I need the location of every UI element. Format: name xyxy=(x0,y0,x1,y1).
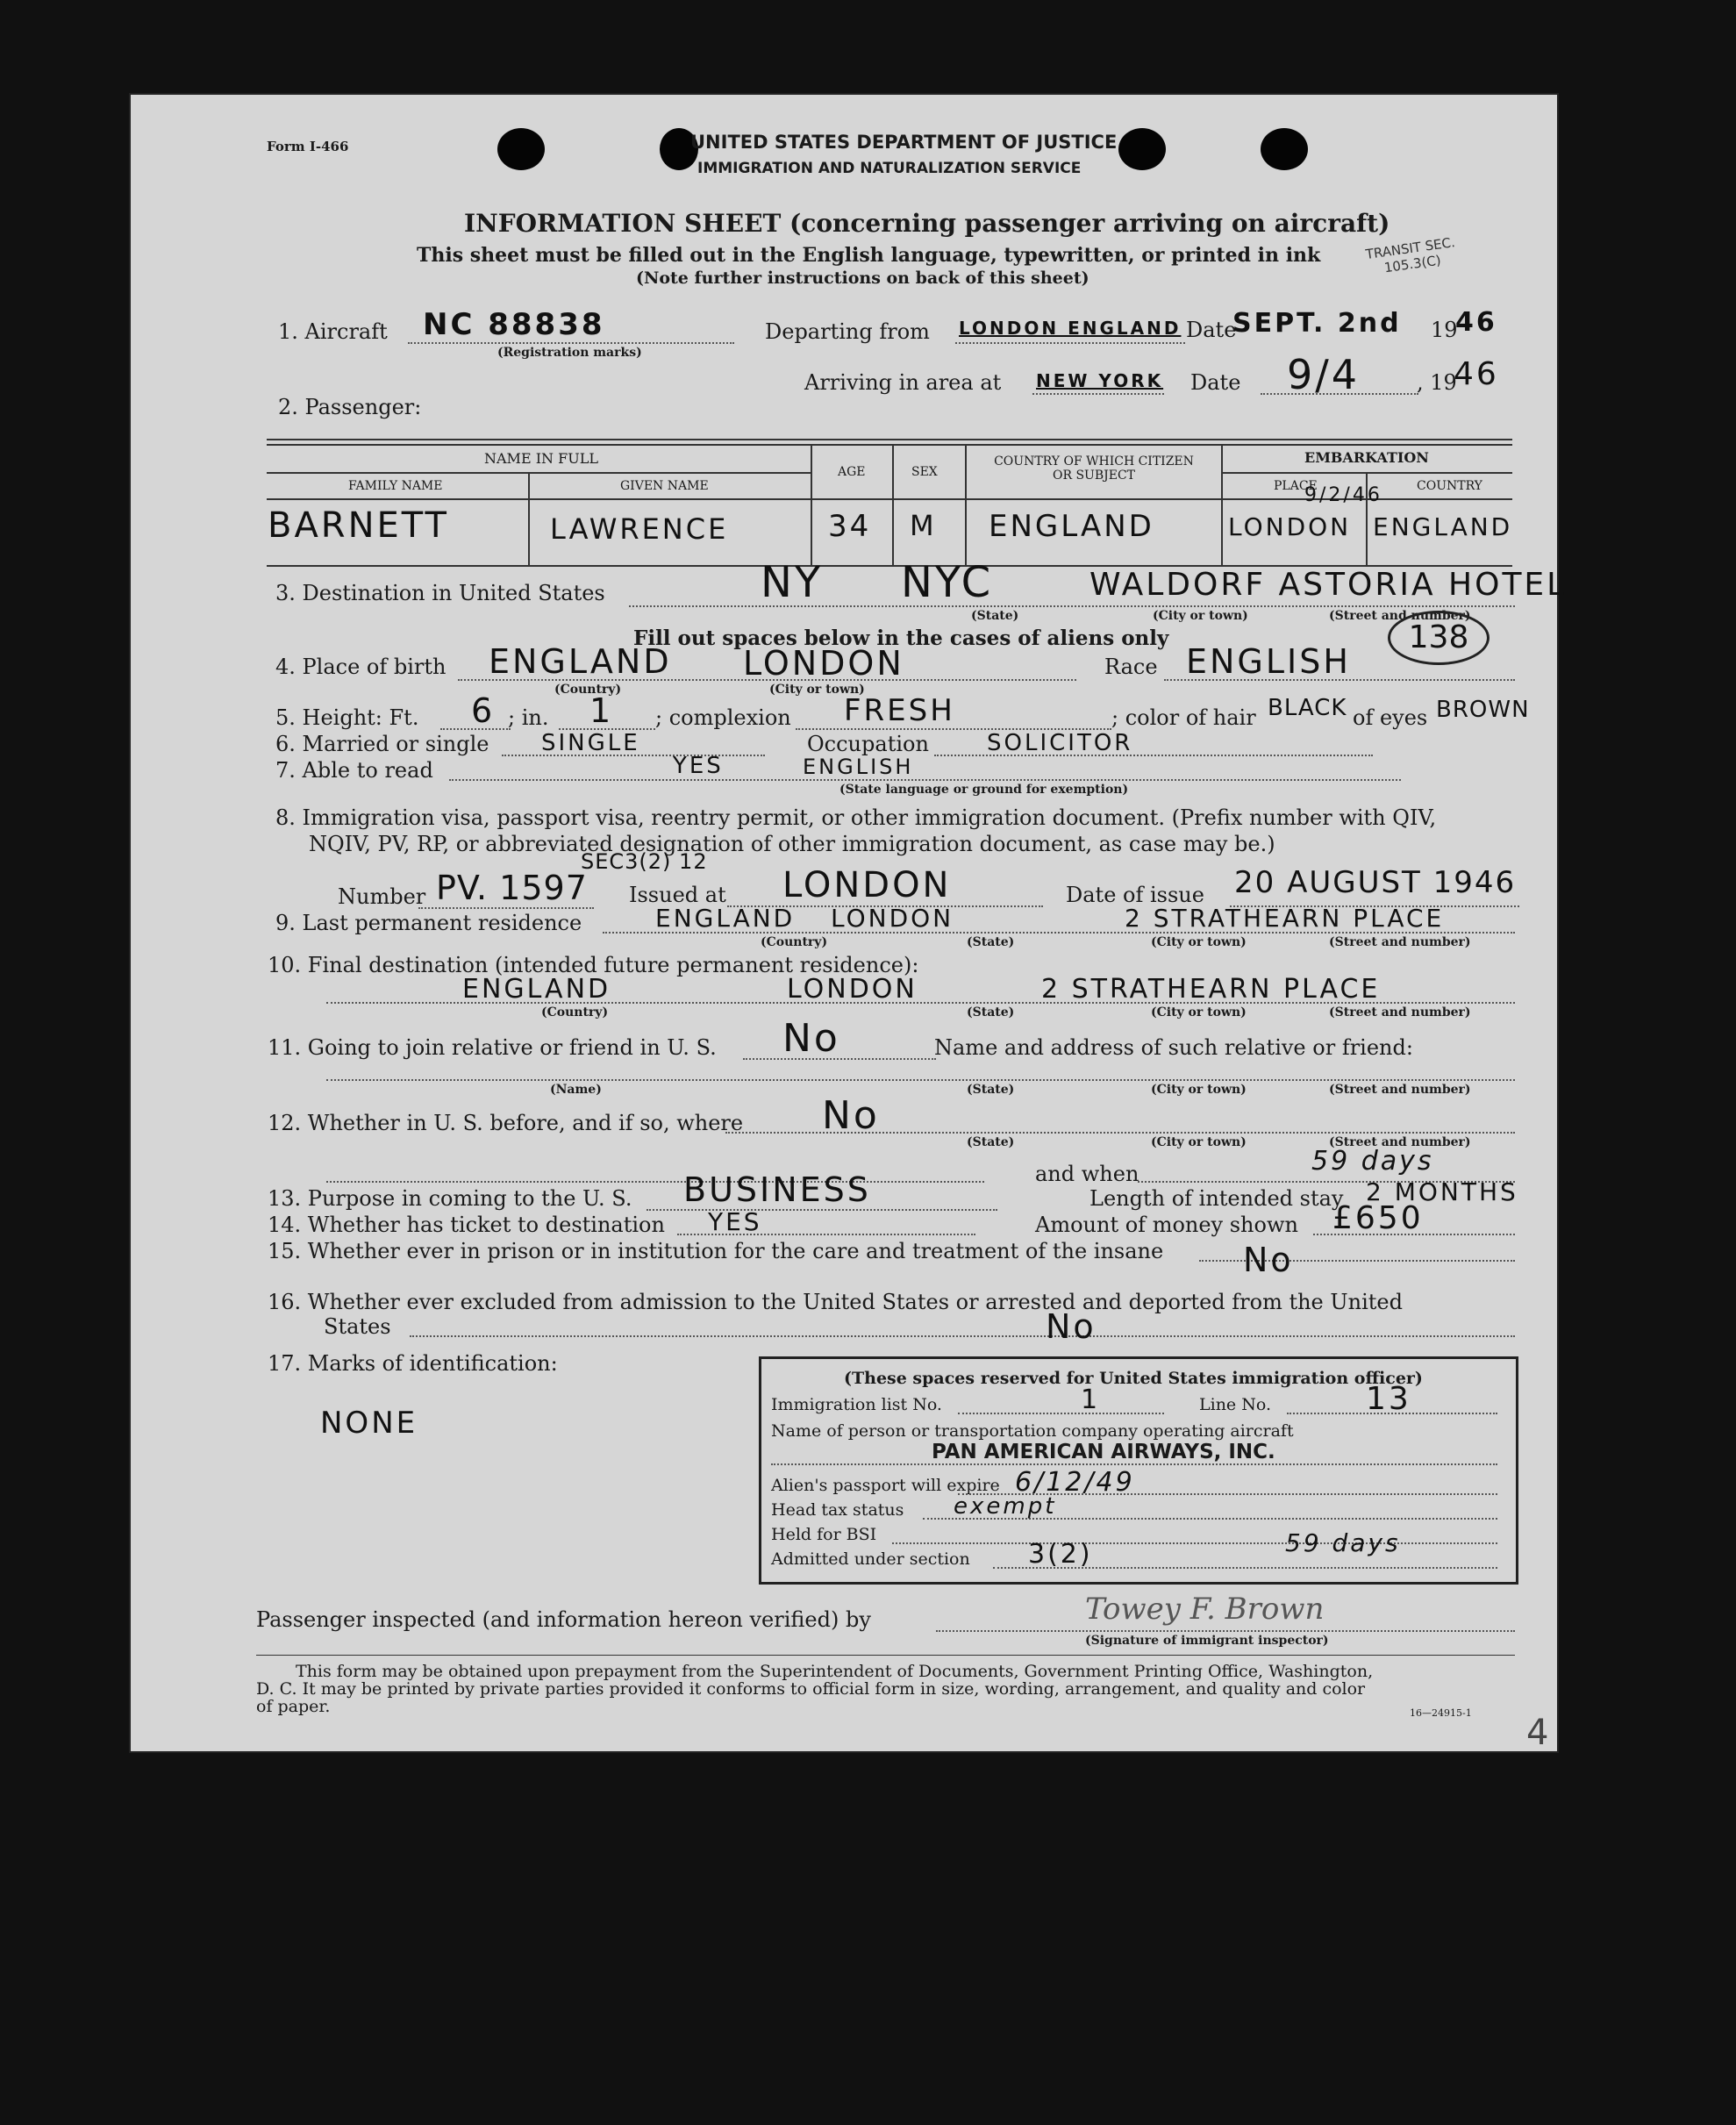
embarkation-header: EMBARKATION xyxy=(1304,449,1429,466)
list-no-value: 1 xyxy=(1081,1384,1101,1415)
arriving-label: Arriving in area at xyxy=(804,370,1002,395)
final-country-sub: (Country) xyxy=(541,1005,609,1020)
depart-date-label: Date xyxy=(1186,318,1237,342)
aircraft-label: 1. Aircraft xyxy=(278,319,388,344)
depart-year: 46 xyxy=(1455,307,1497,338)
visa-number-label: Number xyxy=(338,884,426,909)
depart-year-prefix: 19 xyxy=(1431,318,1458,342)
depart-date: SEPT. 2nd xyxy=(1232,308,1402,339)
final-city-sub: (City or town) xyxy=(1151,1005,1247,1020)
birth-country-sub: (Country) xyxy=(554,683,622,697)
arrive-date-label: Date xyxy=(1190,370,1241,395)
passport-expiry-value: 6/12/49 xyxy=(1015,1467,1135,1498)
read-label: 7. Able to read xyxy=(275,758,433,783)
dest-state-sub: (State) xyxy=(971,609,1019,623)
hair-value: BLACK xyxy=(1268,695,1347,721)
ticket-label: 14. Whether has ticket to destination xyxy=(268,1213,665,1237)
prior-visit-label: 12. Whether in U. S. before, and if so, where xyxy=(268,1111,744,1135)
last-res-country-sub: (Country) xyxy=(761,935,828,949)
last-residence-label: 9. Last permanent residence xyxy=(275,911,582,935)
dest-street: WALDORF ASTORIA HOTEL xyxy=(1089,567,1568,603)
excluded-question-line1: 16. Whether ever excluded from admission to the United States or arrested and deported from the United xyxy=(268,1290,1403,1314)
passenger-label: 2. Passenger: xyxy=(278,395,422,419)
prior-state-sub: (State) xyxy=(967,1135,1015,1149)
inspection-label: Passenger inspected (and information hereon verified) by xyxy=(256,1607,871,1632)
complexion-label: ; complexion xyxy=(655,705,791,730)
list-no-label: Immigration list No. xyxy=(771,1395,942,1414)
country-header: COUNTRY xyxy=(1417,479,1482,493)
complexion-value: FRESH xyxy=(844,693,955,728)
relative-city-sub: (City or town) xyxy=(1151,1083,1247,1097)
footer-code: 16—24915-1 xyxy=(1410,1707,1472,1719)
embark-country-value: ENGLAND xyxy=(1373,512,1513,541)
ticket-value: YES xyxy=(708,1207,762,1236)
head-tax-value: exempt xyxy=(954,1493,1057,1520)
money-value: £650 xyxy=(1332,1200,1424,1236)
height-ft: 6 xyxy=(471,691,496,730)
relative-name-sub: (Name) xyxy=(550,1083,602,1097)
final-country: ENGLAND xyxy=(462,974,611,1005)
height-in: 1 xyxy=(589,691,614,730)
birth-city-sub: (City or town) xyxy=(769,683,865,697)
arriving-value: NEW YORK xyxy=(1036,370,1164,391)
section-value: 3(2) xyxy=(1028,1539,1093,1570)
final-state-sub: (State) xyxy=(967,1005,1015,1020)
inspection-sub: (Signature of immigrant inspector) xyxy=(1085,1634,1329,1648)
final-street: 2 STRATHEARN PLACE xyxy=(1041,974,1381,1005)
prior-street-sub: (Street and number) xyxy=(1329,1135,1471,1149)
operator-label: Name of person or transportation company operating aircraft xyxy=(771,1421,1294,1441)
final-city: LONDON xyxy=(787,974,918,1005)
last-res-city: LONDON xyxy=(831,904,954,933)
birth-city: LONDON xyxy=(743,644,904,683)
final-destination-label: 10. Final destination (intended future permanent residence): xyxy=(268,953,919,977)
occupation-value: SOLICITOR xyxy=(987,730,1133,756)
excluded-value: No xyxy=(1046,1307,1097,1346)
visa-question-line1: 8. Immigration visa, passport visa, reentry permit, or other immigration document. (Prefix number with QIV, xyxy=(275,805,1437,830)
stay-label: Length of intended stay xyxy=(1089,1186,1344,1211)
prior-visit-value: No xyxy=(822,1093,880,1138)
line-no-label: Line No. xyxy=(1199,1395,1271,1414)
read-language: ENGLISH xyxy=(803,755,914,779)
sex-value: M xyxy=(910,509,937,542)
place-header: PLACE xyxy=(1274,479,1318,493)
destination-label: 3. Destination in United States xyxy=(275,581,605,605)
issue-date-label: Date of issue xyxy=(1066,883,1204,907)
name-in-full-header: NAME IN FULL xyxy=(484,450,598,467)
aircraft-sub: (Registration marks) xyxy=(497,346,642,360)
embark-place-value: LONDON xyxy=(1228,512,1352,541)
marks-value: NONE xyxy=(320,1406,418,1441)
form-number: Form I-466 xyxy=(267,139,349,154)
marital-value: SINGLE xyxy=(541,730,640,756)
marks-label: 17. Marks of identification: xyxy=(268,1351,558,1376)
read-value: YES xyxy=(673,753,724,779)
relative-name-label: Name and address of such relative or friend: xyxy=(934,1035,1413,1060)
last-res-street-sub: (Street and number) xyxy=(1329,935,1471,949)
age-value: 34 xyxy=(828,509,872,544)
footer-line3: of paper. xyxy=(256,1697,331,1716)
prior-city-sub: (City or town) xyxy=(1151,1135,1247,1149)
last-res-state-sub: (State) xyxy=(967,935,1015,949)
dest-street-sub: (Street and number) xyxy=(1329,609,1471,623)
head-tax-label: Head tax status xyxy=(771,1500,904,1520)
money-label: Amount of money shown xyxy=(1035,1213,1298,1237)
aircraft-value: NC 88838 xyxy=(423,307,605,342)
join-relative-label: 11. Going to join relative or friend in U. S. xyxy=(268,1035,717,1060)
service-name: IMMIGRATION AND NATURALIZATION SERVICE xyxy=(697,160,1082,177)
citizen-header: COUNTRY OF WHICH CITIZEN OR SUBJECT xyxy=(994,454,1194,483)
citizen-value: ENGLAND xyxy=(989,509,1154,544)
height-in-label: ; in. xyxy=(508,705,549,730)
read-sub: (State language or ground for exemption) xyxy=(839,783,1129,797)
final-street-sub: (Street and number) xyxy=(1329,1005,1471,1020)
join-relative-value: No xyxy=(782,1016,840,1061)
occupation-label: Occupation xyxy=(807,732,929,756)
passport-expiry-label: Alien's passport will expire xyxy=(771,1476,1000,1495)
punch-hole xyxy=(1261,128,1308,170)
age-header: AGE xyxy=(838,465,866,479)
prison-value: No xyxy=(1243,1241,1294,1279)
given-name-value: LAWRENCE xyxy=(550,512,729,546)
family-name-header: FAMILY NAME xyxy=(348,479,443,493)
punch-hole xyxy=(497,128,545,170)
visa-number: PV. 1597 xyxy=(436,869,588,907)
dest-state: NY xyxy=(761,558,824,607)
form-subtitle: This sheet must be filled out in the English language, typewritten, or printed in ink xyxy=(417,244,1321,267)
hair-label: ; color of hair xyxy=(1111,705,1256,730)
eyes-label: of eyes xyxy=(1353,705,1428,730)
prison-label: 15. Whether ever in prison or in institution for the care and treatment of the insane xyxy=(268,1239,1164,1263)
page-number: 4 xyxy=(1526,1713,1549,1753)
department-name: UNITED STATES DEPARTMENT OF JUSTICE xyxy=(690,132,1118,153)
form-note: (Note further instructions on back of this sheet) xyxy=(636,268,1089,288)
last-res-city-sub: (City or town) xyxy=(1151,935,1247,949)
relative-street-sub: (Street and number) xyxy=(1329,1083,1471,1097)
prior-when-label: and when xyxy=(1035,1162,1139,1186)
last-res-street: 2 STRATHEARN PLACE xyxy=(1125,904,1445,933)
circled-number: 138 xyxy=(1388,611,1490,665)
footer-line1: This form may be obtained upon prepayment from the Superintendent of Documents, Government Printing Office, Washington, xyxy=(296,1662,1374,1681)
dest-city: NYC xyxy=(901,558,994,607)
aliens-note: Fill out spaces below in the cases of aliens only xyxy=(633,626,1169,650)
departing-value: LONDON ENGLAND xyxy=(959,318,1182,339)
issued-value: LONDON xyxy=(782,865,952,905)
embark-date-note: 9/2/46 xyxy=(1304,484,1382,506)
birthplace-label: 4. Place of birth xyxy=(275,655,447,679)
arrive-year: 46 xyxy=(1454,356,1499,392)
issue-date: 20 AUGUST 1946 xyxy=(1234,865,1517,900)
issued-label: Issued at xyxy=(629,883,726,907)
operator-value: PAN AMERICAN AIRWAYS, INC. xyxy=(932,1441,1275,1463)
departing-label: Departing from xyxy=(765,319,930,344)
stay-value: 2 MONTHS xyxy=(1366,1177,1518,1206)
relative-state-sub: (State) xyxy=(967,1083,1015,1097)
race-value: ENGLISH xyxy=(1186,642,1351,681)
purpose-label: 13. Purpose in coming to the U. S. xyxy=(268,1186,632,1211)
eyes-value: BROWN xyxy=(1436,697,1530,723)
prior-when-value: 59 days xyxy=(1311,1146,1434,1177)
given-name-header: GIVEN NAME xyxy=(620,479,709,493)
height-label: 5. Height: Ft. xyxy=(275,705,419,730)
form-sheet xyxy=(129,93,1568,1753)
punch-hole xyxy=(1118,128,1166,170)
visa-annotation: SEC3(2) 12 xyxy=(581,849,708,874)
arrive-year-prefix: , 19 xyxy=(1417,370,1457,395)
purpose-value: BUSINESS xyxy=(683,1170,871,1209)
bsi-label: Held for BSI xyxy=(771,1525,877,1544)
family-name-value: BARNETT xyxy=(268,505,449,546)
arrive-date: 9/4 xyxy=(1287,351,1361,398)
footer-line2: D. C. It may be printed by private parties provided it conforms to official form in size, wording, arrangement, and quality and color xyxy=(256,1679,1366,1699)
officer-box-title: (These spaces reserved for United States immigration officer) xyxy=(844,1369,1423,1388)
transit-stamp: TRANSIT SEC. 105.3(C) xyxy=(1364,234,1456,276)
inspector-signature: Towey F. Brown xyxy=(1085,1592,1325,1627)
section-days: 59 days xyxy=(1285,1528,1401,1557)
last-res-country: ENGLAND xyxy=(655,904,796,933)
race-label: Race xyxy=(1104,655,1158,679)
birth-country: ENGLAND xyxy=(489,642,672,681)
visa-question-line2: NQIV, PV, RP, or abbreviated designation of other immigration document, as case may be.) xyxy=(309,832,1275,856)
marital-label: 6. Married or single xyxy=(275,732,489,756)
section-label: Admitted under section xyxy=(771,1549,970,1569)
excluded-question-line2: States xyxy=(324,1314,391,1339)
line-no-value: 13 xyxy=(1366,1381,1411,1417)
form-title: INFORMATION SHEET (concerning passenger arriving on aircraft) xyxy=(464,209,1390,238)
dest-city-sub: (City or town) xyxy=(1153,609,1248,623)
sex-header: SEX xyxy=(911,465,938,479)
